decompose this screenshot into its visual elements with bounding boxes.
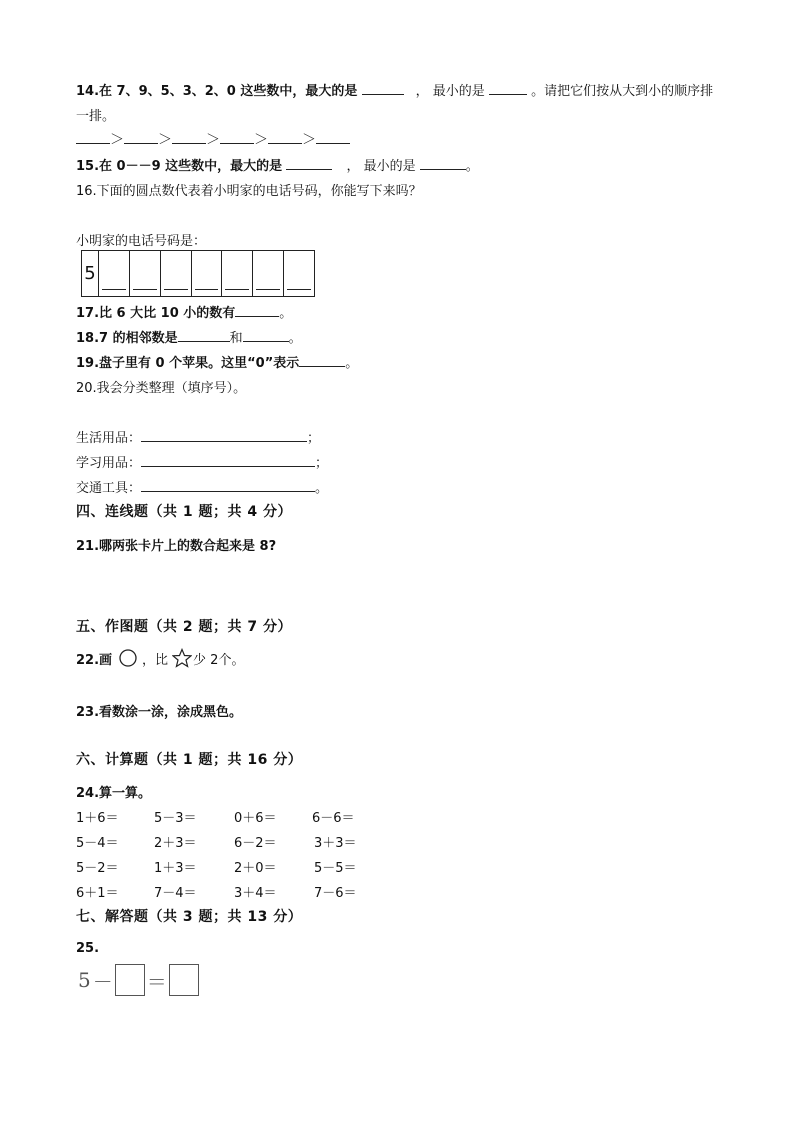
q19-blank[interactable] xyxy=(299,354,345,367)
q18-blank-2[interactable] xyxy=(243,329,289,342)
q25-equation: 5 － ＝ xyxy=(78,964,199,996)
q21: 21.哪两张卡片上的数合起来是 8? xyxy=(76,539,277,554)
calc-item: 2＋3＝ xyxy=(154,836,197,851)
calc-item: 6－6＝ xyxy=(312,811,355,826)
phone-digit-cell[interactable] xyxy=(191,251,222,296)
q14-blank-max[interactable] xyxy=(362,82,404,95)
q14-order-row: ＞ ＞ ＞ ＞ ＞ xyxy=(76,129,350,149)
q18-blank-1[interactable] xyxy=(178,329,230,342)
calc-item: 2＋0＝ xyxy=(234,861,277,876)
order-blank-6[interactable] xyxy=(316,131,350,144)
calc-item: 5－3＝ xyxy=(154,811,197,826)
q19: 19.盘子里有 0 个苹果。这里“0”表示 。 xyxy=(76,356,359,371)
calc-item: 5－4＝ xyxy=(76,836,119,851)
phone-digit-cell[interactable] xyxy=(160,251,191,296)
q25-label: 25. xyxy=(76,941,100,956)
q15: 15.在 0－－9 这些数中，最大的是 ， 最小的是 。 xyxy=(76,159,479,174)
order-blank-1[interactable] xyxy=(76,131,110,144)
q20-text: 20.我会分类整理（填序号）。 xyxy=(76,381,247,396)
calc-item: 5－5＝ xyxy=(314,861,357,876)
calc-item: 3＋4＝ xyxy=(234,886,277,901)
calc-item: 6＋1＝ xyxy=(76,886,119,901)
circle-icon xyxy=(118,648,138,668)
q14-line1: 14.在 7、9、5、3、2、0 这些数中，最大的是 ， 最小的是 。请把它们按从大到小的顺序排 xyxy=(76,84,714,99)
phone-digit-cell[interactable] xyxy=(283,251,314,296)
q24-text: 24.算一算。 xyxy=(76,786,152,801)
q20-traffic: 交通工具： 。 xyxy=(76,481,329,496)
traffic-blank[interactable] xyxy=(141,479,315,492)
answer-box-1[interactable] xyxy=(115,964,145,996)
calc-item: 6－2＝ xyxy=(234,836,277,851)
order-blank-3[interactable] xyxy=(172,131,206,144)
q16-label: 小明家的电话号码是： xyxy=(76,234,207,249)
q14-blank-min[interactable] xyxy=(489,82,527,95)
phone-digit-cell[interactable] xyxy=(98,251,129,296)
phone-first-digit: 5 xyxy=(84,263,96,284)
calc-item: 0＋6＝ xyxy=(234,811,277,826)
q22: 22.画 ，比 少 2个。 xyxy=(76,648,244,668)
study-blank[interactable] xyxy=(141,454,315,467)
star-icon xyxy=(172,648,192,668)
section-6-heading: 六、计算题（共 1 题；共 16 分） xyxy=(76,752,303,768)
q20-study: 学习用品： ； xyxy=(76,456,329,471)
phone-digit-cell[interactable] xyxy=(221,251,252,296)
q20-life: 生活用品： ； xyxy=(76,431,321,446)
q14-line2: 一排。 xyxy=(76,109,116,124)
calc-item: 5－2＝ xyxy=(76,861,119,876)
calc-item: 7－6＝ xyxy=(314,886,357,901)
q18: 18.7 的相邻数是 和 。 xyxy=(76,331,302,346)
order-blank-4[interactable] xyxy=(220,131,254,144)
phone-number-box xyxy=(81,250,315,297)
q15-blank-max[interactable] xyxy=(286,157,332,170)
section-7-heading: 七、解答题（共 3 题；共 13 分） xyxy=(76,909,303,925)
q17-blank[interactable] xyxy=(235,304,279,317)
calc-item: 1＋3＝ xyxy=(154,861,197,876)
calc-item: 3＋3＝ xyxy=(314,836,357,851)
order-blank-2[interactable] xyxy=(124,131,158,144)
q17: 17.比 6 大比 10 小的数有 。 xyxy=(76,306,293,321)
q23: 23.看数涂一涂，涂成黑色。 xyxy=(76,705,243,720)
answer-box-2[interactable] xyxy=(169,964,199,996)
phone-digit-cell[interactable] xyxy=(252,251,283,296)
phone-digit-cell[interactable] xyxy=(129,251,160,296)
calc-item: 7－4＝ xyxy=(154,886,197,901)
q15-blank-min[interactable] xyxy=(420,157,466,170)
q16-text: 16.下面的圆点数代表着小明家的电话号码，你能写下来吗？ xyxy=(76,184,422,199)
calc-item: 1＋6＝ xyxy=(76,811,119,826)
order-blank-5[interactable] xyxy=(268,131,302,144)
life-blank[interactable] xyxy=(141,429,307,442)
section-4-heading: 四、连线题（共 1 题；共 4 分） xyxy=(76,504,292,520)
section-5-heading: 五、作图题（共 2 题；共 7 分） xyxy=(76,619,292,635)
